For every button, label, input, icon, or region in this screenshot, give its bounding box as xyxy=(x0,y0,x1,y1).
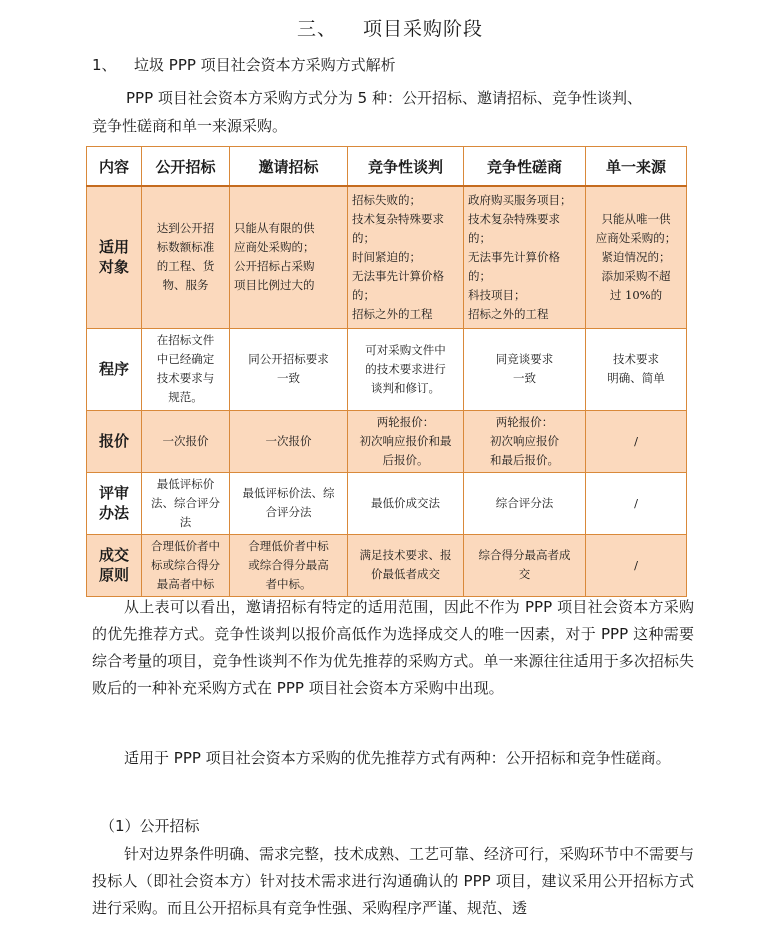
header-content: 内容 xyxy=(87,147,142,187)
subsection-heading-open-tender: （1）公开招标 xyxy=(100,817,200,835)
header-invited-tender: 邀请招标 xyxy=(230,147,348,187)
table-cell: 满足技术要求、报 价最低者成交 xyxy=(348,534,464,596)
header-competitive-negotiation: 竞争性谈判 xyxy=(348,147,464,187)
procurement-comparison-table xyxy=(86,146,687,597)
row-label: 适用 对象 xyxy=(87,186,142,328)
paragraph-open-tender: 针对边界条件明确、需求完整，技术成熟、工艺可靠、经济可行，采购环节中不需要与投标人（即社会资本方）针对技术需求进行沟通确认的 PPP 项目，建议采用公开招标方式进行采购。而且公开招标具有竞争性强、采购程序严谨、规范、透 xyxy=(92,845,695,917)
paragraph-recommended-methods: 适用于 PPP 项目社会资本方采购的优先推荐方式有两种：公开招标和竞争性磋商。 xyxy=(124,749,671,767)
table-cell: 政府购买服务项目； 技术复杂特殊要求 的； 无法事先计算价格 的； 科技项目； 招标之外的工程 xyxy=(464,186,586,328)
section-heading xyxy=(92,54,396,75)
header-single-source: 单一来源 xyxy=(586,147,687,187)
section-number: 1、 xyxy=(92,56,117,74)
row-label: 评审 办法 xyxy=(87,472,142,534)
table-cell: 综合得分最高者成 交 xyxy=(464,534,586,596)
table-cell: 两轮报价： 初次响应报价和最 后报价。 xyxy=(348,410,464,472)
table-cell: / xyxy=(586,410,687,472)
table-cell: 一次报价 xyxy=(142,410,230,472)
table-cell: 在招标文件 中已经确定 技术要求与 规范。 xyxy=(142,328,230,410)
header-open-tender: 公开招标 xyxy=(142,147,230,187)
paragraph-analysis: 从上表可以看出，邀请招标有特定的适用范围，因此不作为 PPP 项目社会资本方采购的优先推荐方式。竞争性谈判以报价高低作为选择成交人的唯一因素，对于 PPP 这种需要综合考量的项目，竞争性谈判不作为优先推荐的采购方式。单一来源往往适用于多次招标失败后的一种补充采购方式在 PPP 项目社会资本方采购中出现。 xyxy=(92,598,694,697)
chapter-title: 项目采购阶段 xyxy=(363,18,484,40)
table-cell: 最低评标价 法、综合评分 法 xyxy=(142,472,230,534)
table-cell: 最低价成交法 xyxy=(348,472,464,534)
table-header-row xyxy=(87,147,687,187)
table-row xyxy=(87,328,687,410)
intro-paragraph xyxy=(92,84,692,140)
table-cell: 只能从有限的供 应商处采购的； 公开招标占采购 项目比例过大的 xyxy=(230,186,348,328)
table-cell: 综合评分法 xyxy=(464,472,586,534)
table-cell: 两轮报价： 初次响应报价 和最后报价。 xyxy=(464,410,586,472)
table-cell: 可对采购文件中 的技术要求进行 谈判和修订。 xyxy=(348,328,464,410)
table-cell: 同公开招标要求 一致 xyxy=(230,328,348,410)
table-row xyxy=(87,186,687,328)
row-label: 报价 xyxy=(87,410,142,472)
table-cell: / xyxy=(586,534,687,596)
table-cell: 达到公开招 标数额标准 的工程、货 物、服务 xyxy=(142,186,230,328)
table-row xyxy=(87,534,687,596)
table-row xyxy=(87,410,687,472)
chapter-heading xyxy=(0,14,780,41)
header-competitive-consultation: 竞争性磋商 xyxy=(464,147,586,187)
row-label: 程序 xyxy=(87,328,142,410)
table-cell: 一次报价 xyxy=(230,410,348,472)
table-cell: 最低评标价法、综 合评分法 xyxy=(230,472,348,534)
row-label: 成交 原则 xyxy=(87,534,142,596)
table-cell: 合理低价者中标 或综合得分最高 者中标。 xyxy=(230,534,348,596)
table-cell: 同竞谈要求 一致 xyxy=(464,328,586,410)
intro-line-1: PPP 项目社会资本方采购方式分为 5 种：公开招标、邀请招标、竞争性谈判、 xyxy=(126,89,642,107)
section-title: 垃圾 PPP 项目社会资本方采购方式解析 xyxy=(134,56,396,74)
table-row xyxy=(87,472,687,534)
table-cell: 只能从唯一供 应商处采购的； 紧迫情况的； 添加采购不超 过 10%的 xyxy=(586,186,687,328)
intro-line-2: 竞争性磋商和单一来源采购。 xyxy=(92,117,288,135)
table-cell: 技术要求 明确、简单 xyxy=(586,328,687,410)
chapter-number: 三、 xyxy=(296,18,337,40)
table-cell: 合理低价者中 标或综合得分 最高者中标 xyxy=(142,534,230,596)
table-cell: 招标失败的； 技术复杂特殊要求 的； 时间紧迫的； 无法事先计算价格 的； 招标之外的工程 xyxy=(348,186,464,328)
table-cell: / xyxy=(586,472,687,534)
